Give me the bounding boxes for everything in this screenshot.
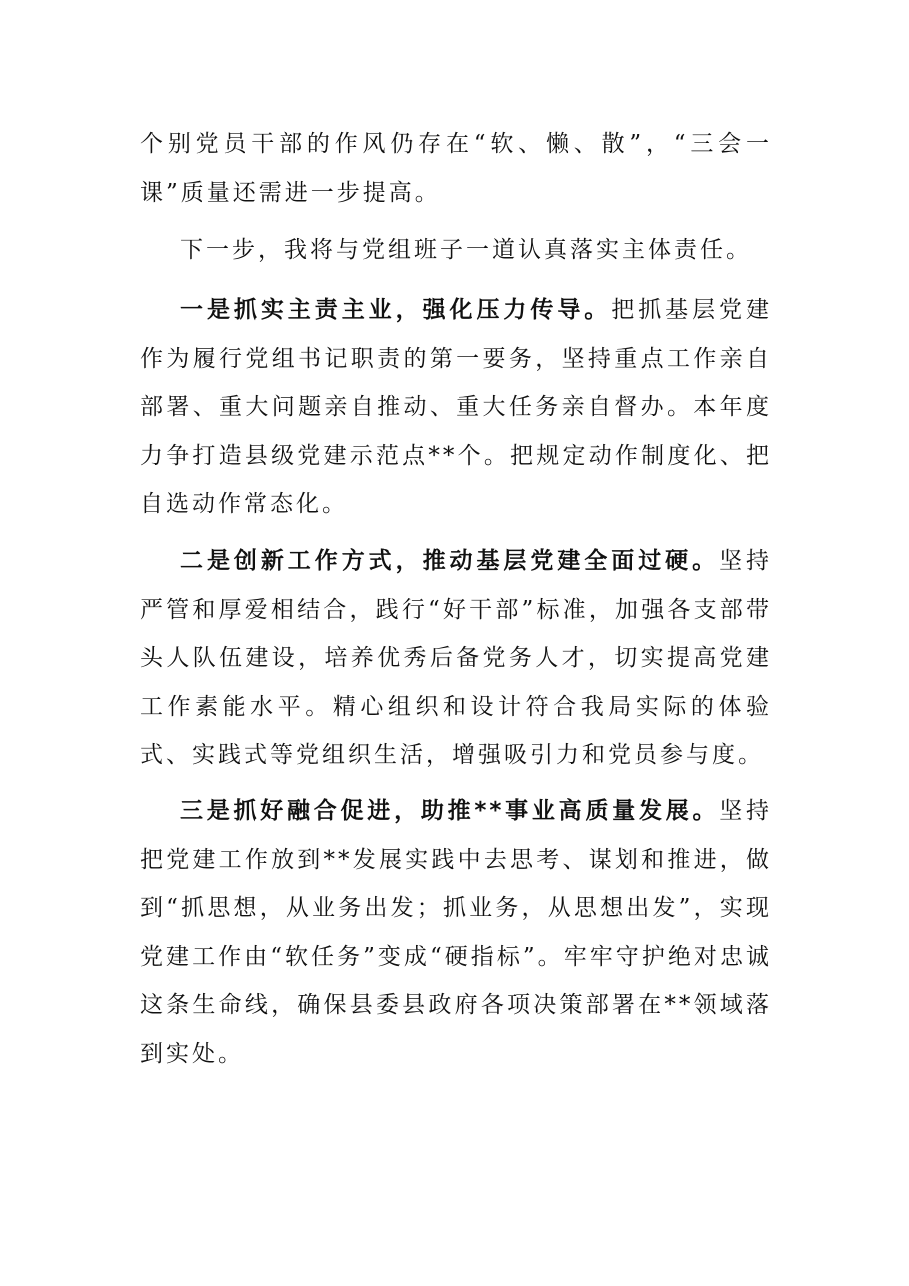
paragraph-point-three bbox=[140, 787, 772, 1078]
paragraph-next-step bbox=[140, 226, 772, 275]
paragraph-lead: 一是抓实主责主业，强化压力传导。 bbox=[180, 297, 612, 323]
paragraph-continuation bbox=[140, 120, 772, 217]
paragraph-text: 坚持严管和厚爱相结合，践行“好干部”标准，加强各支部带头人队伍建设，培养优秀后备党务人才，切实提高党建工作素能水平。精心组织和设计符合我局实际的体验式、实践式等党组织生活，增强吸引力和党员参与度。 bbox=[140, 548, 773, 768]
paragraph-lead: 三是抓好融合促进，助推**事业高质量发展。 bbox=[180, 798, 720, 824]
paragraph-lead: 二是创新工作方式，推动基层党建全面过硬。 bbox=[180, 548, 720, 574]
paragraph-point-one bbox=[140, 286, 772, 529]
paragraph-text: 个别党员干部的作风仍存在“软、懒、散”，“三会一课”质量还需进一步提高。 bbox=[140, 131, 772, 206]
paragraph-text: 坚持把党建工作放到**发展实践中去思考、谋划和推进，做到“抓思想，从业务出发；抓业务，从思想出发”，实现党建工作由“软任务”变成“硬指标”。牢牢守护绝对忠诚这条生命线，确保县委县政府各项决策部署在**领域落到实处。 bbox=[140, 798, 772, 1067]
paragraph-text: 把抓基层党建作为履行党组书记职责的第一要务，坚持重点工作亲自部署、重大问题亲自推动、重大任务亲自督办。本年度力争打造县级党建示范点**个。把规定动作制度化、把自选动作常态化。 bbox=[140, 297, 773, 517]
paragraph-text: 下一步，我将与党组班子一道认真落实主体责任。 bbox=[180, 237, 752, 263]
paragraph-point-two bbox=[140, 537, 772, 780]
